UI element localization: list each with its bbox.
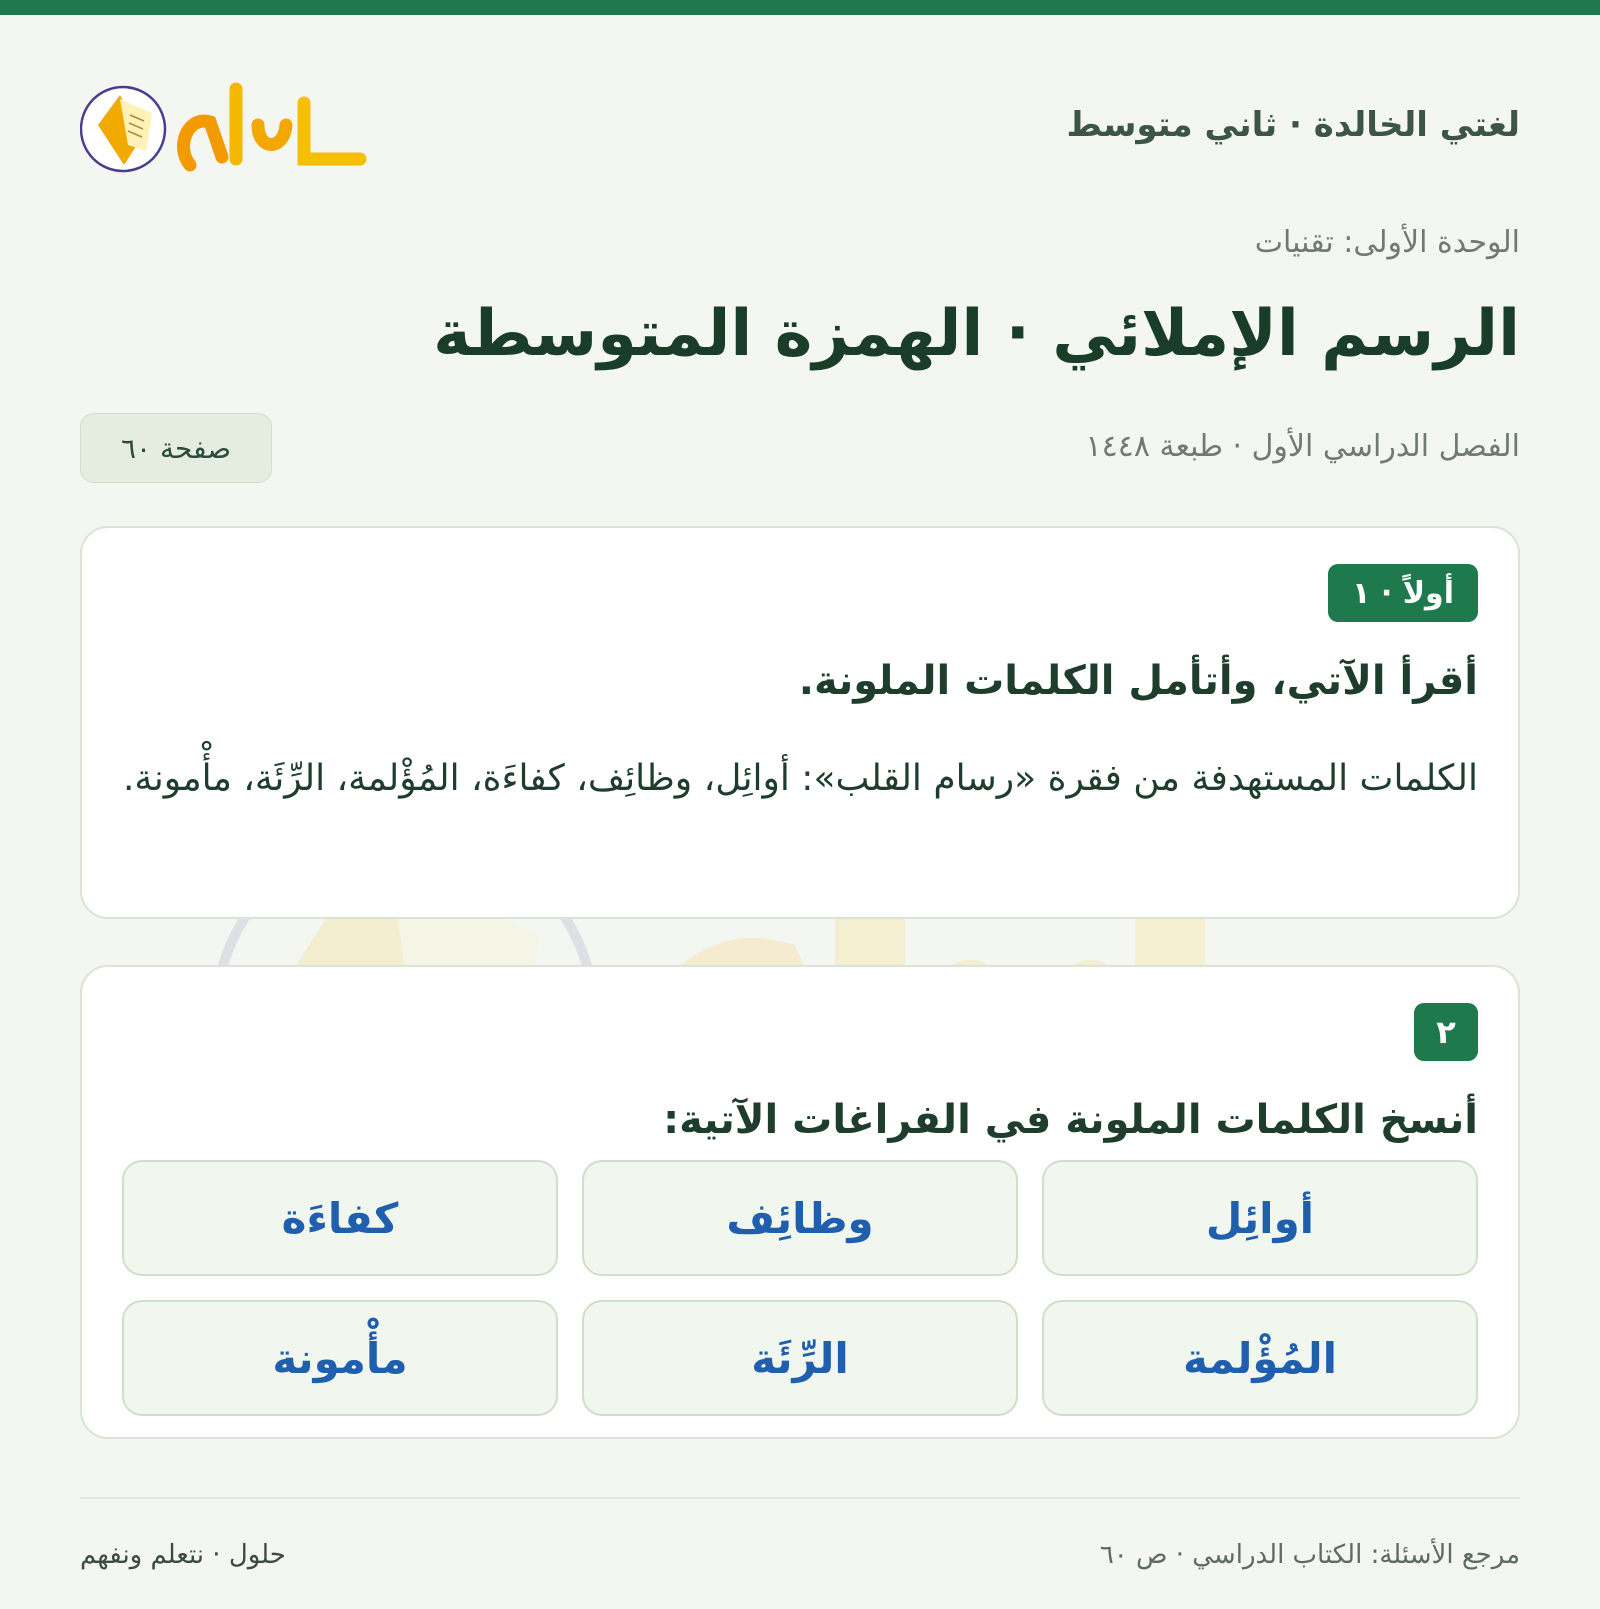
word-answer-box[interactable]: أوائِل bbox=[1042, 1160, 1478, 1276]
word-answer-box[interactable]: وظائِف bbox=[582, 1160, 1018, 1276]
question-card-1 bbox=[80, 526, 1520, 919]
question-instruction: أنسخ الكلمات الملونة في الفراغات الآتية: bbox=[663, 1097, 1478, 1143]
meta-row bbox=[80, 413, 1520, 483]
top-accent-bar bbox=[0, 0, 1600, 15]
page-number-badge: صفحة ٦٠ bbox=[80, 413, 272, 483]
hulool-logo[interactable] bbox=[80, 67, 370, 187]
page-header bbox=[80, 15, 1520, 215]
question-passage: الكلمات المستهدفة من فقرة «رسام القلب»: أوائِل، وظائِف، كفاءَة، المُؤْلمة، الرِّئَة، مأْمونة. bbox=[122, 758, 1478, 799]
word-answer-box[interactable]: مأْمونة bbox=[122, 1300, 558, 1416]
word-answer-box[interactable]: الرِّئَة bbox=[582, 1300, 1018, 1416]
semester-label: الفصل الدراسي الأول · طبعة ١٤٤٨ bbox=[1085, 429, 1520, 464]
lesson-title: الرسم الإملائي · الهمزة المتوسطة bbox=[433, 297, 1520, 371]
word-answer-box[interactable]: كفاءَة bbox=[122, 1160, 558, 1276]
question-instruction: أقرأ الآتي، وأتأمل الكلمات الملونة. bbox=[798, 658, 1478, 704]
footer-reference: مرجع الأسئلة: الكتاب الدراسي · ص ٦٠ bbox=[1099, 1540, 1520, 1570]
word-answer-box[interactable]: المُؤْلمة bbox=[1042, 1300, 1478, 1416]
question-card-2 bbox=[80, 965, 1520, 1439]
footer-brand: حلول · نتعلم ونفهم bbox=[80, 1540, 286, 1570]
question-number-badge: أولاً · ١ bbox=[1328, 564, 1478, 622]
footer-divider bbox=[80, 1497, 1520, 1499]
question-number-badge: ٢ bbox=[1414, 1003, 1478, 1061]
unit-label: الوحدة الأولى: تقنيات bbox=[1254, 225, 1520, 260]
page bbox=[80, 15, 1520, 1609]
book-title: لغتي الخالدة · ثاني متوسط bbox=[1066, 105, 1520, 145]
word-answer-grid bbox=[122, 1160, 1478, 1416]
